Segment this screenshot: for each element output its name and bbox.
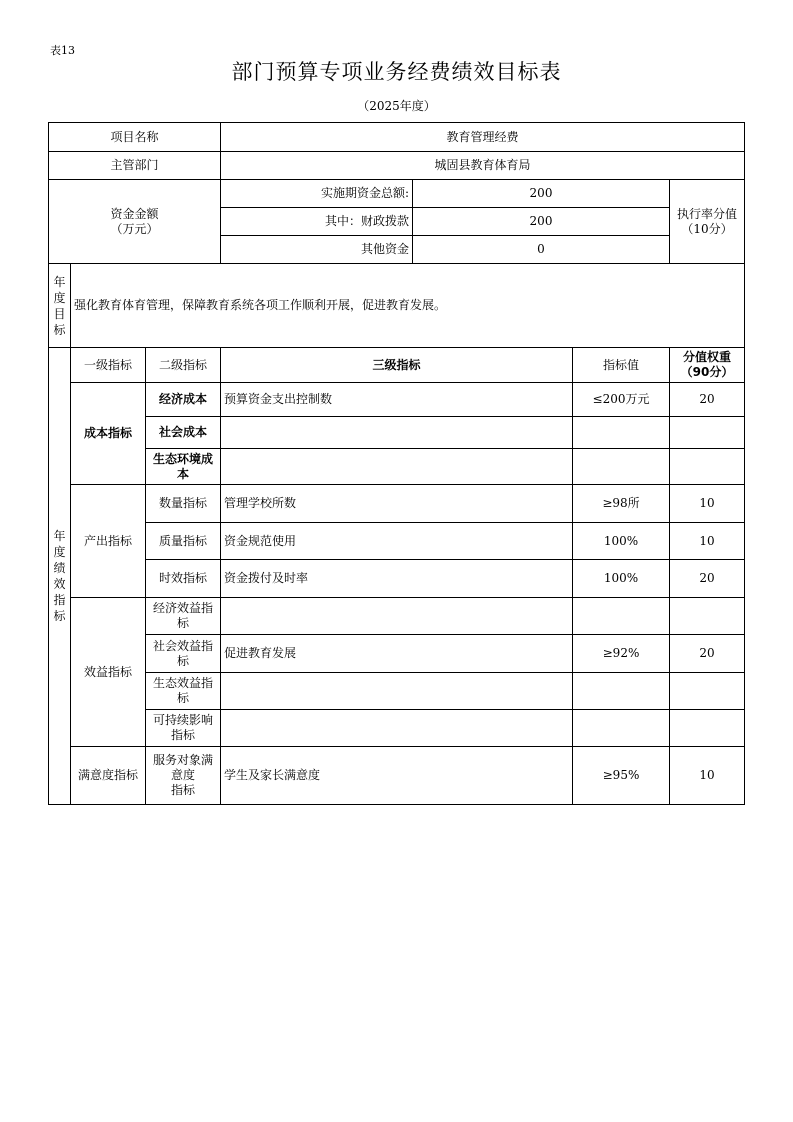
annual-goal-label — [49, 264, 71, 348]
weight-cell — [670, 673, 745, 710]
level3-cell: 资金规范使用 — [221, 523, 573, 560]
level2-cell: 时效指标 — [146, 560, 221, 598]
benefit-indicator-label: 效益指标 — [71, 598, 146, 747]
weight-cell: 20 — [670, 635, 745, 673]
table-number: 表13 — [50, 44, 75, 57]
department-value: 城固县教育体育局 — [221, 152, 745, 180]
level3-cell — [221, 417, 573, 449]
funds-fiscal-label: 其中：财政拨款 — [221, 208, 413, 236]
indicator-char: 效 — [53, 577, 66, 591]
department-row — [49, 152, 745, 180]
table-row — [49, 635, 745, 673]
level2-line: 指标 — [170, 783, 195, 797]
level2-line: 标 — [176, 616, 189, 630]
table-row — [49, 747, 745, 805]
level2-line: 可持续影响 — [152, 713, 213, 727]
level2-cell — [146, 673, 221, 710]
level2-line: 经济效益指 — [152, 601, 213, 615]
weight-cell — [670, 598, 745, 635]
budget-year: （2025年度） — [357, 99, 436, 113]
header-weight-line1: 分值权重 — [682, 350, 731, 364]
value-cell — [573, 598, 670, 635]
level3-cell — [221, 449, 573, 485]
level2-line: 意度 — [170, 768, 195, 782]
table-row — [49, 560, 745, 598]
level2-line: 生态效益指 — [152, 676, 213, 690]
value-cell: ≥98所 — [573, 485, 670, 523]
funds-total-row — [49, 180, 745, 208]
value-cell — [573, 449, 670, 485]
level3-cell: 促进教育发展 — [221, 635, 573, 673]
funds-unit: （万元） — [110, 221, 159, 236]
weight-cell — [670, 417, 745, 449]
level2-cell — [146, 747, 221, 805]
indicator-char: 绩 — [53, 561, 66, 575]
table-row — [49, 598, 745, 635]
weight-cell: 20 — [670, 560, 745, 598]
annual-goal-text: 强化教育体育管理，保障教育系统各项工作顺利开展，促进教育发展。 — [71, 264, 745, 348]
weight-cell — [670, 710, 745, 747]
table-row — [49, 449, 745, 485]
level2-cell: 社会成本 — [146, 417, 221, 449]
goal-char: 度 — [53, 290, 66, 305]
weight-cell: 10 — [670, 747, 745, 805]
level2-line: 标 — [176, 691, 189, 705]
level2-cell: 数量指标 — [146, 485, 221, 523]
header-level1: 一级指标 — [71, 348, 146, 383]
level2-line: 指标 — [170, 728, 195, 742]
funds-label — [49, 180, 221, 264]
value-cell: ≥95% — [573, 747, 670, 805]
table-row — [49, 523, 745, 560]
value-cell — [573, 710, 670, 747]
level2-line: 标 — [176, 653, 189, 668]
header-weight-line2: （90分） — [680, 365, 734, 379]
goal-char: 目 — [53, 306, 66, 321]
level3-cell: 管理学校所数 — [221, 485, 573, 523]
level2-line: 生态环境成 — [152, 451, 213, 466]
execution-score-label: 执行率分值 — [676, 206, 737, 221]
goal-char: 标 — [53, 322, 66, 337]
project-label: 项目名称 — [49, 123, 221, 152]
value-cell: ≤200万元 — [573, 383, 670, 417]
weight-cell: 10 — [670, 485, 745, 523]
project-row — [49, 123, 745, 152]
department-label: 主管部门 — [49, 152, 221, 180]
satisfaction-indicator-label: 满意度指标 — [71, 747, 146, 805]
table-row — [49, 673, 745, 710]
execution-score-value: （10分） — [681, 221, 733, 236]
indicator-header-row — [49, 348, 745, 383]
value-cell: 100% — [573, 560, 670, 598]
level2-cell: 经济成本 — [146, 383, 221, 417]
table-row — [49, 710, 745, 747]
cost-indicator-label: 成本指标 — [71, 383, 146, 485]
indicator-char: 标 — [53, 609, 66, 623]
funds-other-value: 0 — [413, 236, 670, 264]
level3-cell — [221, 673, 573, 710]
indicator-side-label — [49, 348, 71, 805]
indicator-char: 指 — [53, 593, 66, 607]
indicator-char: 年 — [53, 529, 66, 543]
header-level2: 二级指标 — [146, 348, 221, 383]
value-cell: 100% — [573, 523, 670, 560]
funds-total-value: 200 — [413, 180, 670, 208]
level3-cell — [221, 598, 573, 635]
performance-table — [48, 122, 745, 805]
execution-score — [670, 180, 745, 264]
level2-cell — [146, 598, 221, 635]
level2-cell — [146, 635, 221, 673]
level2-line: 本 — [176, 466, 189, 481]
value-cell — [573, 673, 670, 710]
indicator-char: 度 — [53, 545, 66, 559]
header-weight — [670, 348, 745, 383]
level3-cell: 预算资金支出控制数 — [221, 383, 573, 417]
funds-other-label: 其他资金 — [221, 236, 413, 264]
goal-char: 年 — [53, 274, 66, 289]
value-cell — [573, 417, 670, 449]
weight-cell: 10 — [670, 523, 745, 560]
header-value: 指标值 — [573, 348, 670, 383]
weight-cell: 20 — [670, 383, 745, 417]
table-row — [49, 383, 745, 417]
annual-goal-row — [49, 264, 745, 348]
level3-cell: 学生及家长满意度 — [221, 747, 573, 805]
page-title: 部门预算专项业务经费绩效目标表 — [231, 60, 562, 84]
table-row — [49, 485, 745, 523]
output-indicator-label: 产出指标 — [71, 485, 146, 598]
project-value: 教育管理经费 — [221, 123, 745, 152]
level2-line: 服务对象满 — [152, 753, 213, 767]
level2-cell: 质量指标 — [146, 523, 221, 560]
level3-cell: 资金拨付及时率 — [221, 560, 573, 598]
value-cell: ≥92% — [573, 635, 670, 673]
weight-cell — [670, 449, 745, 485]
table-row — [49, 417, 745, 449]
funds-fiscal-value: 200 — [413, 208, 670, 236]
funds-label-text: 资金金额 — [110, 206, 159, 221]
header-level3: 三级指标 — [221, 348, 573, 383]
level2-cell — [146, 449, 221, 485]
level3-cell — [221, 710, 573, 747]
level2-line: 社会效益指 — [152, 638, 213, 653]
funds-total-label: 实施期资金总额: — [221, 180, 413, 208]
level2-cell — [146, 710, 221, 747]
